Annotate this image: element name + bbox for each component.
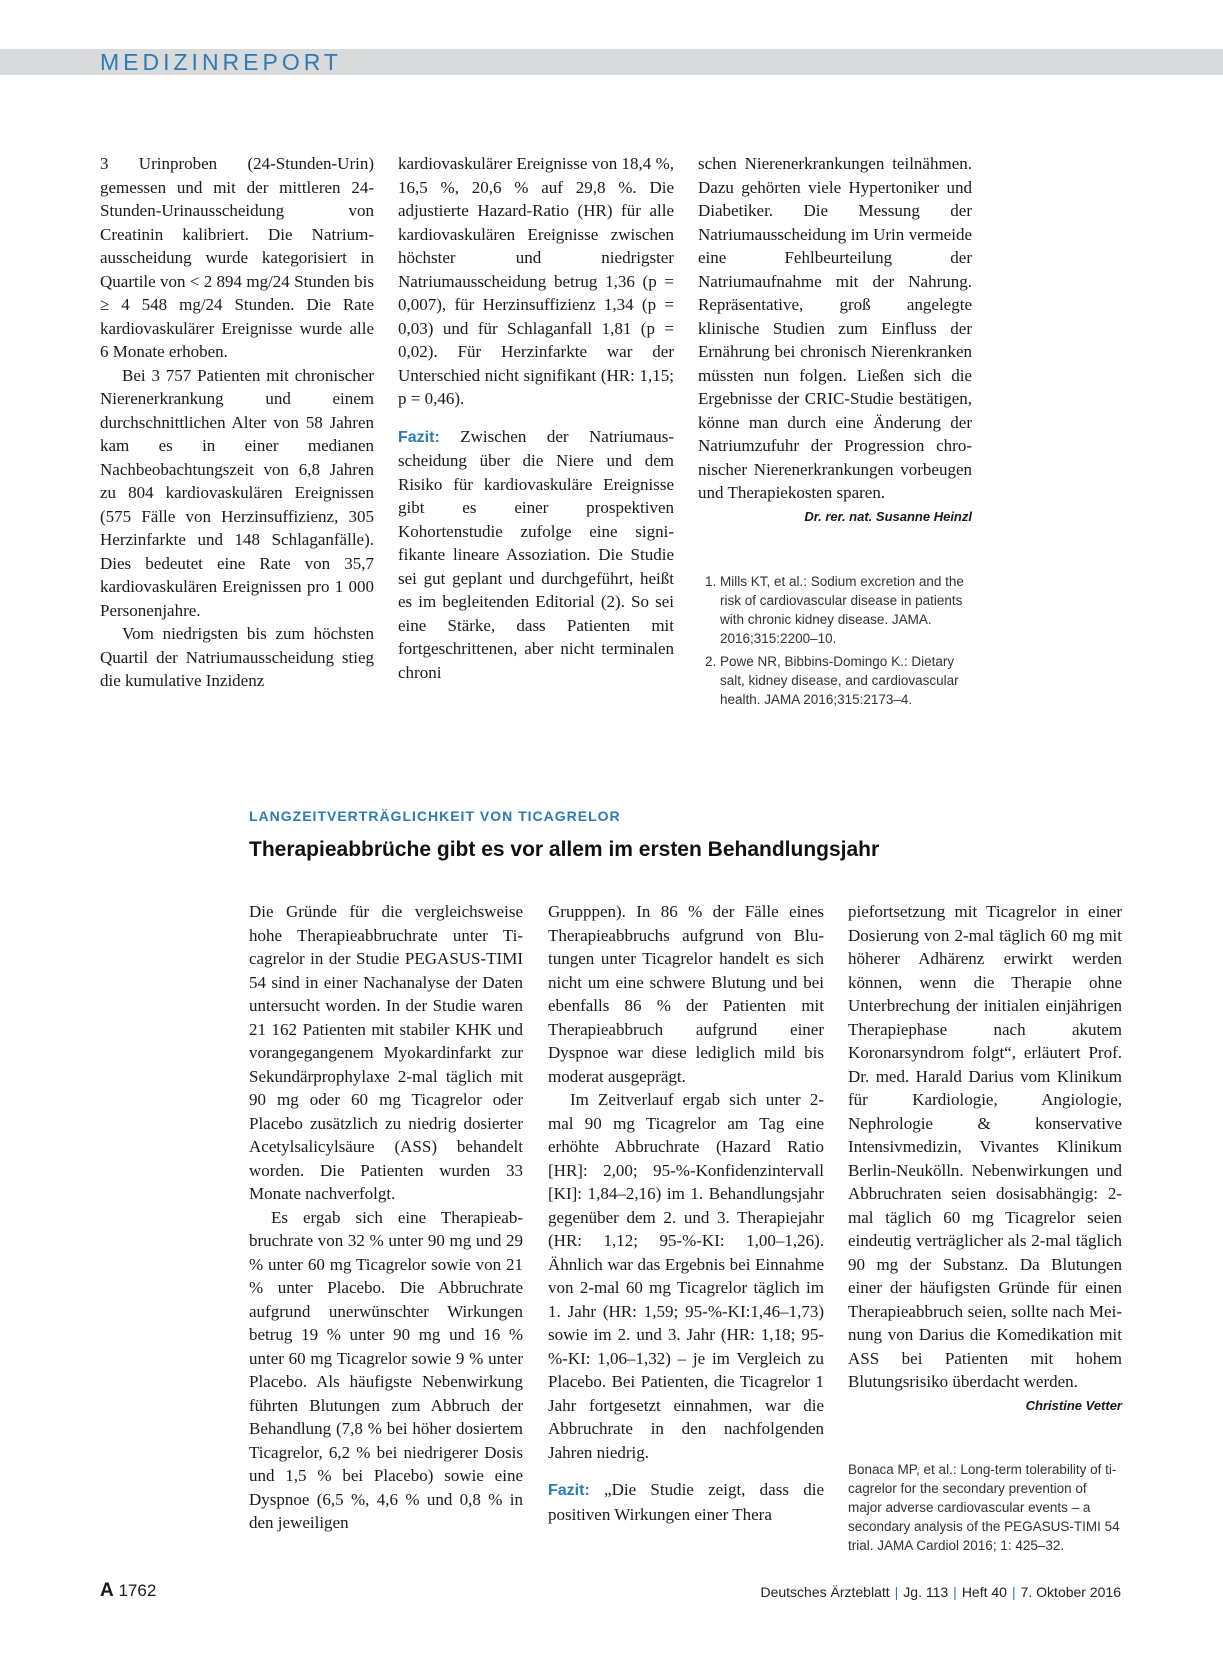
- article1-paragraph: [698, 152, 972, 524]
- article2-fazit: [548, 1478, 824, 1526]
- article1-author: Dr. rer. nat. Susanne Heinzl: [804, 508, 972, 524]
- journal-issue: Heft 40: [961, 1584, 1007, 1600]
- article2-paragraph: Im Zeitverlauf ergab sich unter 2-mal 90 mg Ticagrelor am Tag eine erhöhte Abbruchrate (Hazard Ratio [HR]: 2,00; 95-%-Konfidenzintervall [KI]: 1,84–2,16) im 1. Behandlungsjahr gegenüber dem 2. und 3. Therapiejahr (HR: 1,12; 95-%-KI: 1,00–1,26). Ähnlich war das Ergebnis bei Einnahme von 2-mal 60 mg Ticagrelor täglich im 1. Jahr (HR: 1,59; 95-%-KI:1,46–1,73) sowie im 2. und 3. Jahr (HR: 1,18; 95-%-KI: 1,06–1,32) – je im Vergleich zu Placebo. Bei Patienten, die Ticagrelor 1 Jahr fortgesetzt einnahmen, war die Abbruchrate in den nachfolgenden Jahren niedrig.: [548, 1090, 824, 1462]
- article2-paragraph: Die Gründe für die vergleichsweise hohe Therapieabbruchrate unter Ticagrelor in der Studie PEGASUS-TIMI 54 sind in einer Nachanalyse der Daten untersucht worden. In der Studie waren 21 162 Patienten mit stabiler KHK und vorangegangenem Myokardinfarkt zur Sekundärprophylaxe 2-mal täglich mit 90 mg oder 60 mg Ticagrelor oder Placebo zusätzlich zu niedrig dosierter Acetylsalicylsäure (ASS) behandelt worden. Die Patienten wurden 33 Monate nachverfolgt.: [249, 902, 523, 1203]
- article1-column-3: [698, 152, 972, 528]
- article2-reference: [848, 1460, 1120, 1555]
- reference-item: Bonaca MP, et al.: Long-term tolerability of ticagrelor for the secondary prevention of major adverse cardiovascular events – a secondary analysis of the PEGASUS-TIMI 54 trial. JAMA Cardiol 2016; 1: 425–32.: [848, 1462, 1120, 1553]
- article2-paragraph: piefortsetzung mit Ticagrelor in einer Dosierung von 2-mal täglich 60 mg mit höherer Adhärenz erwirkt werden können, wenn die Therapie ohne Unterbrechung der initialen einjährigen Therapiephase nach akutem Koronarsyndrom folgt“, erläutert Prof. Dr. med. Harald Darius vom Klinikum für Kardiologie, Angiologie, Nephrologie & konservative Intensivmedizin, Vivantes Klinikum Berlin-Neukölln. Nebenwirkungen und Abbruchraten seien dosisabhängig: 2-mal täglich 60 mg Ticagrelor seien eindeutig verträglicher als 2-mal täglich 90 mg der Substanz. Da Blutungen einer der häufigsten Gründe für einen Therapieabbruch seien, sollte nach Meinung von Darius die Komedikation mit ASS bei Patienten mit hohem Blutungsrisiko überdacht werden.: [848, 902, 1122, 1391]
- article1-column-1: [100, 152, 374, 693]
- separator: |: [1011, 1584, 1016, 1600]
- article2-paragraph: Grupppen). In 86 % der Fälle eines Therapieabbruchs aufgrund von Blutungen unter Ticagrelor handelt es sich nicht um eine schwere Blutung und bei ebenfalls 86 % der Patienten mit Therapieabbruch aufgrund einer Dyspnoe war diese lediglich mild bis moderat ausgeprägt.: [548, 902, 824, 1086]
- fazit-text: „Die Studie zeigt, dass die positiven Wirkungen einer Thera: [548, 1480, 824, 1524]
- fazit-label: Fazit:: [398, 428, 440, 446]
- section-label: MEDIZINREPORT: [100, 49, 342, 75]
- article2-column-2: [548, 900, 824, 1526]
- page-number-value: 1762: [118, 1581, 157, 1600]
- journal-name: Deutsches Ärzteblatt: [760, 1584, 890, 1600]
- reference-item: 1. Mills KT, et al.: Sodium excretion and the risk of cardiovascular disease in patients with chronic kidney disease. JAMA. 2016;315:2200–10.: [720, 572, 970, 648]
- article2-column-3: [848, 900, 1122, 1417]
- article2-headline: Therapieabbrüche gibt es vor allem im ersten Behandlungsjahr: [249, 838, 880, 861]
- article2-author: Christine Vetter: [1025, 1397, 1122, 1413]
- article2-paragraph: Es ergab sich eine Therapieabbruchrate von 32 % unter 90 mg und 29 % unter 60 mg Ticagrelor sowie von 21 % unter Placebo. Die Abbruchrate aufgrund unerwünschter Wirkungen betrug 19 % unter 90 mg und 16 % unter 60 mg Ticagrelor sowie 9 % unter Placebo. Als häufigste Nebenwirkung führten Blutungen zum Abbruch der Behandlung (7,8 % bei höher dosiertem Ticagrelor, 6,2 % bei niedrigerer Dosis und 1,5 % bei Placebo) sowie eine Dyspnoe (6,5 %, 4,6 % und 0,8 % in den jeweiligen: [249, 1207, 523, 1532]
- article1-paragraph: 3 Urinproben (24-Stunden-Urin) gemessen und mit der mittleren 24-Stunden-Urinausscheidung von Creatinin kalibriert. Die Natriumausscheidung wurde kategorisiert in Quartile von < 2 894 mg/24 Stunden bis ≥ 4 548 mg/24 Stunden. Die Rate kardiovaskulärer Ereignisse wurde alle 6 Monate erhoben.: [100, 154, 374, 361]
- article1-fazit: [398, 425, 674, 685]
- article1-paragraph: Bei 3 757 Patienten mit chronischer Nierenerkrankung und einem durchschnittlichen Alter von 58 Jahren kam es in einer medianen Nachbeobachtungszeit von 6,8 Jahren zu 804 kardiovaskulären Ereignissen (575 Fälle von Herzinsuffizienz, 305 Herzinfarkte und 148 Schlaganfälle). Dies bedeutet eine Rate von 35,7 kardiovaskulären Ereignissen pro 1 000 Personenjahre.: [100, 365, 374, 620]
- reference-item: 2. Powe NR, Bibbins-Domingo K.: Dietary salt, kidney disease, and cardiovascular health. JAMA 2016;315:2173–4.: [720, 652, 970, 709]
- article1-references: [698, 572, 970, 713]
- fazit-text: Zwischen der Natriumausscheidung über die Niere und dem Risiko für kardiovaskuläre Ereignisse gibt es einer prospektiven Kohortenstudie zufolge eine signifikante lineare Assoziation. Die Studie sei gut geplant und durchgeführt, heißt es im begleitenden Editorial (2). So sei eine Stärke, dass Patienten mit fortgeschrittenen, aber nicht terminalen chroni: [398, 426, 674, 682]
- journal-info: [760, 1584, 1121, 1600]
- page-prefix: A: [100, 1580, 114, 1601]
- article1-paragraph: kardiovaskulärer Ereignisse von 18,4 %, 16,5 %, 20,6 % auf 29,8 %. Die adjustierte Hazard-Ratio (HR) für alle kardiovaskulären Ereignisse zwischen höchster und niedrigster Natriumausscheidung betrug 1,36 (p = 0,007), für Herzinsuffizienz 1,34 (p = 0,03) und für Schlaganfall 1,81 (p = 0,02). Für Herzinfarkte war der Unterschied nicht signifikant (HR: 1,15; p = 0,46).: [398, 154, 674, 408]
- separator: |: [953, 1584, 957, 1600]
- journal-date: 7. Oktober 2016: [1020, 1584, 1121, 1600]
- article1-column-2: [398, 152, 674, 684]
- article2-column-1: [249, 900, 523, 1535]
- article1-paragraph-text: schen Nierenerkrankungen teilnähmen. Dazu gehörten viele Hypertoniker und Diabetiker. Die Messung der Natriumausscheidung im Urin vermeide eine Fehlbeurteilung der Natriumaufnahme mit der Nahrung. Repräsentative, groß angelegte klinische Studien zum Einfluss der Ernährung bei chronisch Nierenkranken müssten nun folgen. Ließen sich die Ergebnisse der CRIC-Studie bestätigen, könne man durch eine Änderung der Natriumzufuhr der Progression chronischer Nierenerkrankungen vorbeugen und Therapiekosten sparen.: [698, 154, 972, 502]
- separator: |: [894, 1584, 899, 1600]
- journal-volume: Jg. 113: [903, 1584, 949, 1600]
- fazit-label: Fazit:: [548, 1482, 590, 1499]
- article2-kicker: LANGZEITVERTRÄGLICHKEIT VON TICAGRELOR: [249, 808, 621, 824]
- article1-paragraph: Vom niedrigsten bis zum höchsten Quartil der Natriumausscheidung stieg die kumulative Inzidenz: [100, 624, 374, 690]
- page-number: [100, 1580, 156, 1602]
